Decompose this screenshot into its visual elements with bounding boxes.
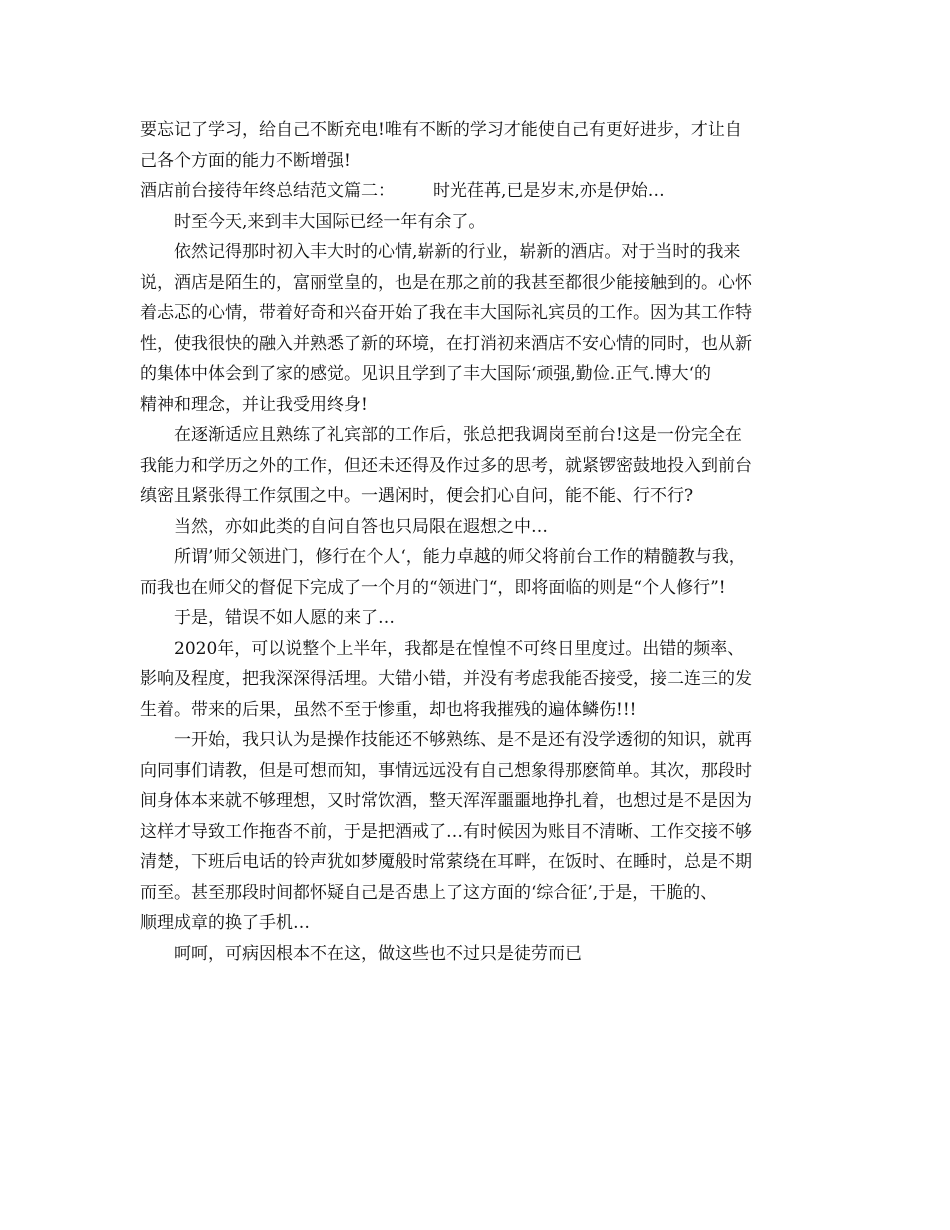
paragraph-line: 在逐渐适应且熟练了礼宾部的工作后，张总把我调岗至前台!这是一份完全在 [174, 425, 742, 445]
paragraph-line: 当然，亦如此类的自问自答也只局限在遐想之中… [174, 516, 548, 537]
section-opening: 时光荏苒,已是岁末,亦是伊始… [433, 181, 665, 201]
paragraph-line: 一开始，我只认为是操作技能还不够熟练、是不是还有没学透彻的知识，就再 [174, 730, 752, 750]
text-line: 说，酒店是陌生的，富丽堂皇的，也是在那之前的我甚至都很少能接触到的。心怀 [140, 272, 752, 293]
text-line: 的集体中体会到了家的感觉。见识且学到了丰大国际‘顽强,勤俭.正气.博大‘的 [140, 364, 712, 384]
text-line: 间身体本来就不够理想，又时常饮酒，整天浑浑噩噩地挣扎着，也想过是不是因为 [140, 791, 752, 811]
section-heading: 酒店前台接待年终总结范文篇二： [140, 181, 395, 201]
text-line: 而我也在师父的督促下完成了一个月的“领进门“，即将面临的则是“个人修行”! [140, 577, 726, 598]
text-line: 而至。甚至那段时间都怀疑自己是否患上了这方面的‘综合征’,于是，干脆的、 [140, 882, 718, 903]
text-line: 精神和理念，并让我受用终身! [140, 394, 368, 415]
paragraph-line: 2020年，可以说整个上半年，我都是在惶惶不可终日里度过。出错的频率、 [174, 638, 745, 659]
paragraph-line: 时至今天,来到丰大国际已经一年有余了。 [174, 211, 486, 232]
text-line: 影响及程度，把我深深得活埋。大错小错，并没有考虑我能否接受，接二连三的发 [140, 669, 752, 689]
text-line: 清楚，下班后电话的铃声犹如梦魇般时常萦绕在耳畔，在饭时、在睡时，总是不期 [140, 852, 752, 872]
paragraph-line: 于是，错误不如人愿的来了… [174, 608, 395, 628]
text-line: 顺理成章的换了手机… [140, 913, 310, 933]
text-line: 缜密且紧张得工作氛围之中。一遇闲时，便会扪心自问，能不能、行不行? [140, 486, 694, 506]
text-line: 性，使我很快的融入并熟悉了新的环境，在打消初来酒店不安心情的同时，也从新 [140, 333, 752, 354]
section-heading-line [140, 176, 820, 207]
text-line: 生着。带来的后果，虽然不至于惨重，却也将我摧残的遍体鳞伤!!! [140, 699, 637, 720]
text-line: 我能力和学历之外的工作，但还未还得及作过多的思考，就紧锣密鼓地投入到前台 [140, 455, 752, 476]
text-line: 要忘记了学习，给自己不断充电!唯有不断的学习才能使自己有更好进步，才让自 [140, 120, 742, 140]
text-line: 这样才导致工作拖沓不前，于是把酒戒了…有时候因为账目不清晰、工作交接不够 [140, 821, 752, 842]
text-line: 着忐忑的心情，带着好奇和兴奋开始了我在丰大国际礼宾员的工作。因为其工作特 [140, 303, 752, 323]
paragraph-line: 依然记得那时初入丰大时的心情,崭新的行业，崭新的酒店。对于当时的我来 [174, 242, 741, 262]
text-line: 己各个方面的能力不断增强! [140, 150, 351, 171]
document-page [140, 115, 820, 969]
text-line: 向同事们请教，但是可想而知，事情远远没有自己想象得那麽简单。其次，那段时 [140, 760, 752, 781]
paragraph-line: 呵呵，可病因根本不在这，做这些也不过只是徒劳而已 [174, 943, 582, 964]
paragraph-line: 所谓’师父领进门，修行在个人‘，能力卓越的师父将前台工作的精髓教与我， [174, 547, 746, 567]
